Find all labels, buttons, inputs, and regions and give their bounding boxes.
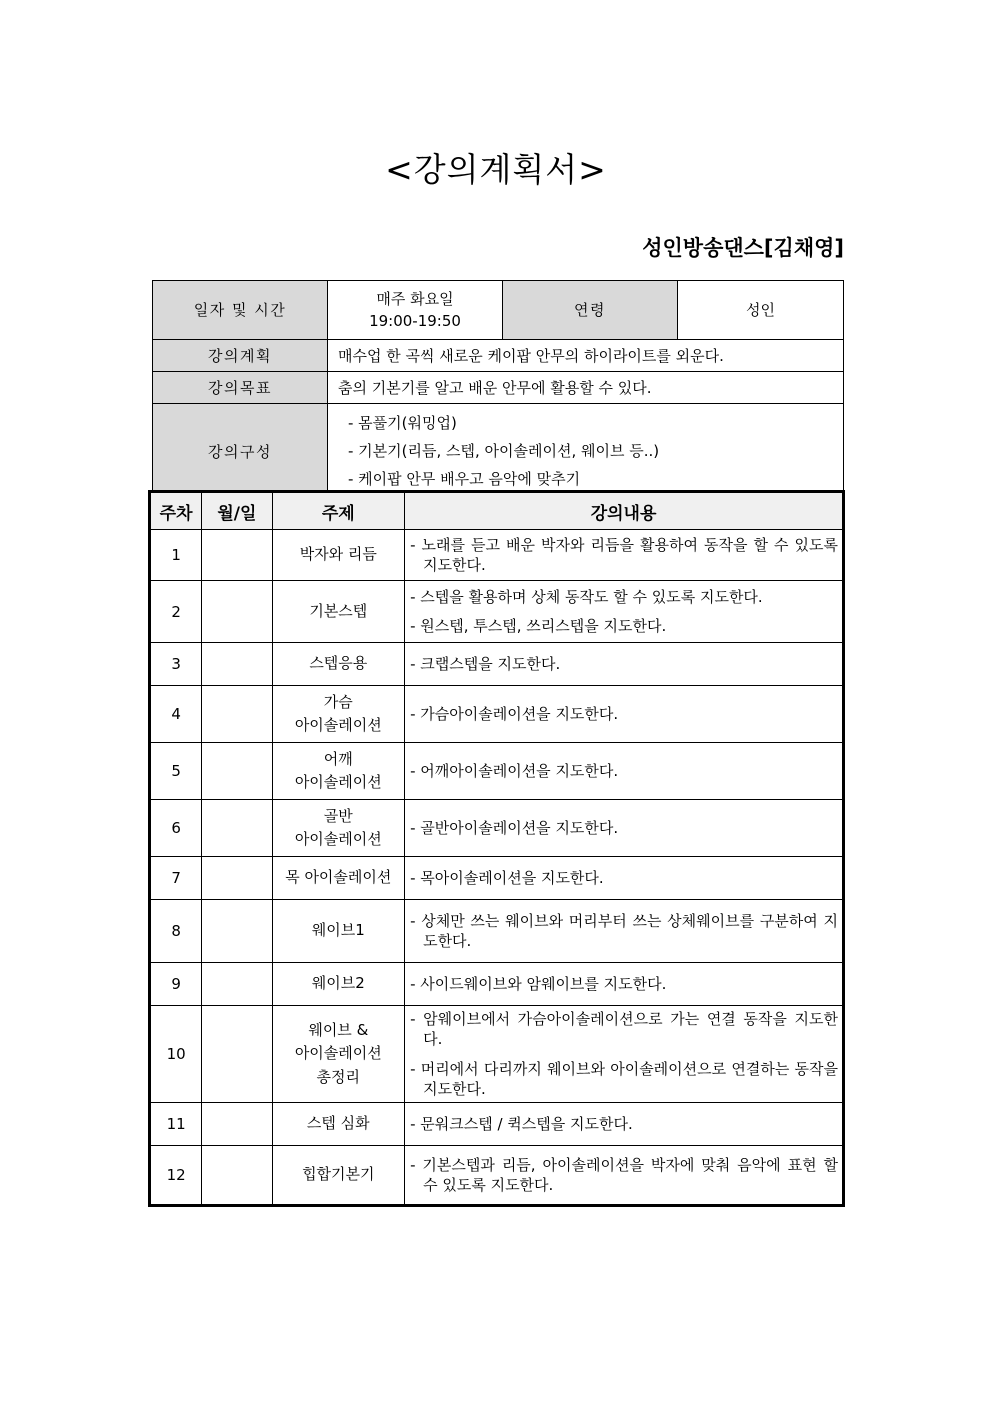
table-row [150, 963, 844, 1006]
table-row [153, 281, 844, 340]
cell-week-number: 2 [150, 581, 202, 643]
content-bullet: - 가슴아이솔레이션을 지도한다. [410, 704, 619, 723]
cell-week-number: 8 [150, 900, 202, 963]
column-header-topic: 주제 [272, 492, 405, 530]
table-row [150, 643, 844, 686]
cell-date[interactable] [202, 800, 272, 857]
cell-topic [272, 643, 405, 686]
topic-line: 기본스텝 [309, 601, 368, 620]
cell-content [405, 1103, 844, 1146]
cell-topic [272, 530, 405, 581]
table-row [150, 686, 844, 743]
cell-date[interactable] [202, 743, 272, 800]
table-row [150, 581, 844, 643]
topic-line: 아이솔레이션 [294, 830, 382, 848]
cell-topic [272, 1103, 405, 1146]
cell-content [405, 643, 844, 686]
table-row [150, 800, 844, 857]
content-bullet: - 사이드웨이브와 암웨이브를 지도한다. [410, 974, 667, 993]
content-bullet: - 목아이솔레이션을 지도한다. [410, 868, 604, 887]
table-row [150, 1006, 844, 1103]
compose-label-text: 강의구성 [208, 443, 272, 462]
table-row [153, 340, 844, 372]
compose-line-list [338, 404, 843, 499]
topic-line: 아이솔레이션 [294, 716, 382, 734]
content-bullet: - 크랩스텝을 지도한다. [410, 654, 561, 673]
compose-line: - 케이팝 안무 배우고 음악에 맞추기 [348, 469, 581, 488]
age-value [678, 281, 844, 340]
cell-week-number: 3 [150, 643, 202, 686]
topic-line: 스텝 심화 [306, 1114, 370, 1133]
plan-value-text: 매수업 한 곡씩 새로운 케이팝 안무의 하이라이트를 외운다. [338, 347, 724, 365]
content-bullet: - 스텝을 활용하며 상체 동작도 할 수 있도록 지도한다. [410, 587, 763, 606]
table-row [153, 404, 844, 500]
table-row [150, 1103, 844, 1146]
schedule-label [153, 281, 328, 340]
weekly-schedule-table [148, 490, 845, 1207]
cell-content [405, 530, 844, 581]
page-title: <강의계획서> [385, 150, 607, 189]
cell-topic [272, 857, 405, 900]
topic-line: 목 아이솔레이션 [285, 868, 392, 887]
schedule-day: 매주 화요일 [376, 289, 454, 308]
plan-label-text: 강의계획 [208, 347, 272, 365]
cell-date[interactable] [202, 643, 272, 686]
topic-line: 박자와 리듬 [299, 545, 377, 564]
plan-value [328, 340, 844, 372]
goal-value [328, 372, 844, 404]
cell-week-number: 5 [150, 743, 202, 800]
cell-topic [272, 963, 405, 1006]
cell-week-number: 11 [150, 1103, 202, 1146]
compose-line: - 기본기(리듬, 스텝, 아이솔레이션, 웨이브 등..) [348, 441, 660, 460]
cell-topic [272, 686, 405, 743]
age-label-text: 연령 [574, 300, 606, 319]
topic-line: 웨이브 & [308, 1021, 369, 1040]
content-bullet: - 골반아이솔레이션을 지도한다. [410, 818, 619, 837]
cell-date[interactable] [202, 686, 272, 743]
topic-line: 가슴 [323, 692, 353, 711]
cell-topic [272, 581, 405, 643]
cell-topic [272, 1006, 405, 1103]
weekly-schedule-body [150, 530, 844, 1206]
table-row [150, 1146, 844, 1206]
course-info-table [152, 280, 844, 500]
compose-label [153, 404, 328, 500]
compose-value [328, 404, 844, 500]
age-label [503, 281, 678, 340]
cell-content [405, 800, 844, 857]
cell-content [405, 900, 844, 963]
cell-topic [272, 900, 405, 963]
table-row [150, 530, 844, 581]
schedule-label-text: 일자 및 시간 [193, 300, 287, 319]
cell-topic [272, 1146, 405, 1206]
table-row [150, 743, 844, 800]
cell-date[interactable] [202, 857, 272, 900]
course-subtitle: 성인방송댄스[김채영] [642, 236, 844, 260]
cell-date[interactable] [202, 1103, 272, 1146]
column-header-week: 주차 [150, 492, 202, 530]
cell-week-number: 10 [150, 1006, 202, 1103]
cell-date[interactable] [202, 530, 272, 581]
cell-week-number: 7 [150, 857, 202, 900]
cell-date[interactable] [202, 1006, 272, 1103]
topic-line: 아이솔레이션 [294, 773, 382, 791]
content-bullet: - 문워크스텝 / 퀵스텝을 지도한다. [410, 1114, 633, 1133]
weekly-schedule-section [148, 490, 845, 1207]
cell-content [405, 581, 844, 643]
cell-topic [272, 743, 405, 800]
cell-content [405, 857, 844, 900]
cell-date[interactable] [202, 963, 272, 1006]
table-header-row [150, 492, 844, 530]
topic-line: 아이솔레이션 [294, 1044, 382, 1063]
goal-value-text: 춤의 기본기를 알고 배운 안무에 활용할 수 있다. [338, 379, 652, 397]
cell-content [405, 1006, 844, 1103]
table-row [153, 372, 844, 404]
compose-line: - 몸풀기(워밍업) [348, 414, 457, 432]
goal-label-text: 강의목표 [208, 379, 272, 397]
topic-line: 웨이브2 [311, 974, 365, 993]
topic-line: 힙합기본기 [302, 1165, 375, 1184]
goal-label [153, 372, 328, 404]
cell-content [405, 686, 844, 743]
content-bullet: - 암웨이브에서 가슴아이솔레이션으로 가는 연결 동작을 지도한다. [410, 1010, 838, 1049]
content-bullet: - 머리에서 다리까지 웨이브와 아이솔레이션으로 연결하는 동작을 지도한다. [410, 1059, 838, 1098]
content-bullet: - 기본스텝과 리듬, 아이솔레이션을 박자에 맞춰 음악에 표현 할 수 있도록 지도한다. [410, 1155, 838, 1194]
age-value-text: 성인 [746, 300, 775, 319]
topic-line: 스텝응용 [309, 654, 368, 673]
content-bullet: - 어깨아이솔레이션을 지도한다. [410, 761, 619, 780]
table-row [150, 857, 844, 900]
topic-line: 골반 [323, 806, 353, 825]
column-header-content: 강의내용 [405, 492, 844, 530]
column-header-date: 월/일 [202, 492, 272, 530]
content-bullet: - 노래를 듣고 배운 박자와 리듬을 활용하여 동작을 할 수 있도록 지도한다. [410, 535, 838, 574]
cell-date[interactable] [202, 1146, 272, 1206]
cell-date[interactable] [202, 900, 272, 963]
plan-label [153, 340, 328, 372]
cell-content [405, 963, 844, 1006]
topic-line: 총정리 [316, 1067, 361, 1086]
content-bullet: - 상체만 쓰는 웨이브와 머리부터 쓰는 상체웨이브를 구분하여 지도한다. [410, 911, 838, 950]
cell-week-number: 12 [150, 1146, 202, 1206]
cell-content [405, 1146, 844, 1206]
cell-week-number: 9 [150, 963, 202, 1006]
cell-week-number: 6 [150, 800, 202, 857]
topic-line: 어깨 [323, 749, 353, 768]
schedule-value [328, 281, 503, 340]
topic-line: 웨이브1 [311, 921, 365, 940]
schedule-time: 19:00-19:50 [369, 312, 461, 330]
cell-week-number: 4 [150, 686, 202, 743]
cell-date[interactable] [202, 581, 272, 643]
cell-content [405, 743, 844, 800]
cell-topic [272, 800, 405, 857]
table-row [150, 900, 844, 963]
content-bullet: - 원스텝, 투스텝, 쓰리스텝을 지도한다. [410, 617, 667, 635]
cell-week-number: 1 [150, 530, 202, 581]
